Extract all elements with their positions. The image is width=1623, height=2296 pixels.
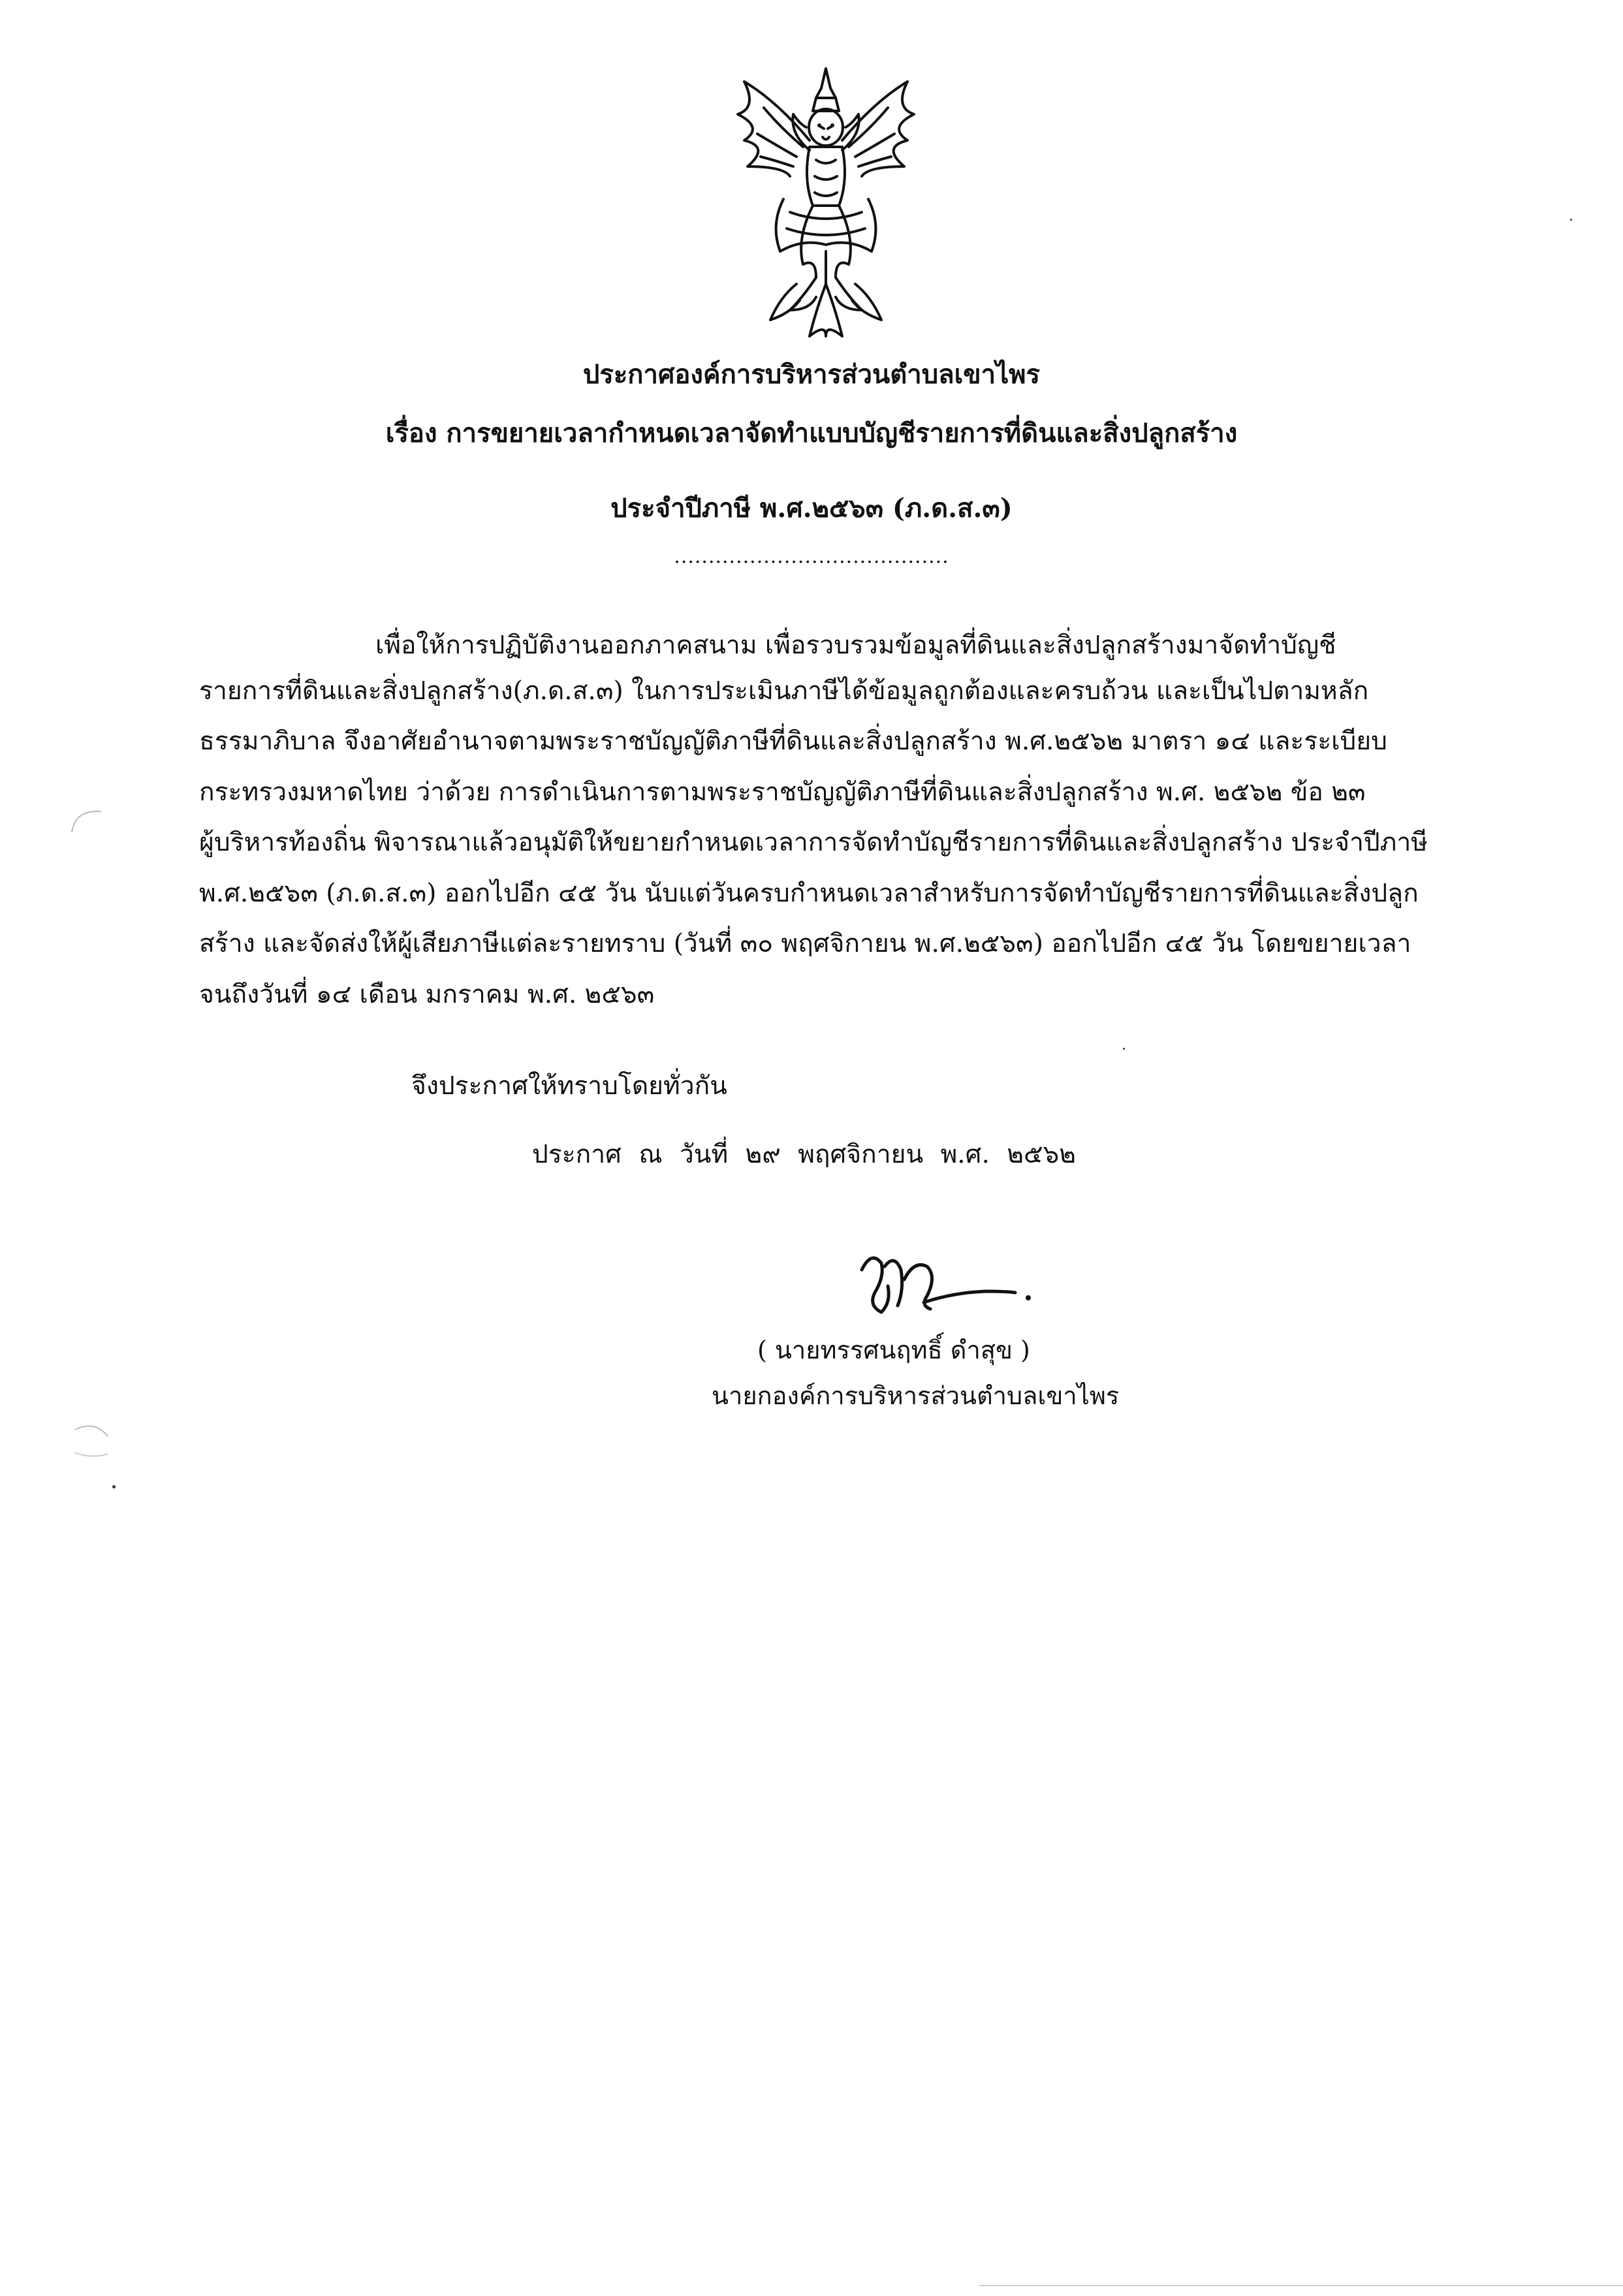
scan-speck	[112, 1485, 116, 1488]
announcement-title: ประกาศองค์การบริหารส่วนตำบลเขาไพร	[582, 359, 1041, 390]
closing-statement: จึงประกาศให้ทราบโดยทั่วกัน	[411, 1071, 727, 1101]
announcement-subject: เรื่อง การขยายเวลากำหนดเวลาจัดทำแบบบัญชีรายการที่ดินและสิ่งปลูกสร้าง	[385, 418, 1238, 448]
body-line: พ.ศ.๒๕๖๓ (ภ.ด.ส.๓) ออกไปอีก ๔๕ วัน นับแต่วันครบกำหนดเวลาสำหรับการจัดทำบัญชีรายการที่ดินและสิ่งปลูก	[199, 879, 1419, 908]
announcement-date: ประกาศ ณ วันที่ ๒๙ พฤศจิกายน พ.ศ. ๒๕๖๒	[532, 1140, 1076, 1169]
body-line: สร้าง และจัดส่งให้ผู้เสียภาษีแต่ละรายทราบ (วันที่ ๓๐ พฤศจิกายน พ.ศ.๒๕๖๓) ออกไปอีก ๔๕ วัน โดยขยายเวลา	[199, 929, 1411, 958]
announcement-fiscal-year: ประจำปีภาษี พ.ศ.๒๕๖๓ (ภ.ด.ส.๓)	[610, 493, 1013, 524]
signer-name: ( นายทรรศนฤทธิ์ ดำสุข )	[757, 1336, 1030, 1364]
body-line: จนถึงวันที่ ๑๔ เดือน มกราคม พ.ศ. ๒๕๖๓	[199, 980, 655, 1009]
body-line: กระทรวงมหาดไทย ว่าด้วย การดำเนินการตามพระราชบัญญัติภาษีที่ดินและสิ่งปลูกสร้าง พ.ศ. ๒๕๖๒ ข้อ ๒๓	[199, 778, 1366, 807]
body-line: รายการที่ดินและสิ่งปลูกสร้าง(ภ.ด.ส.๓) ในการประเมินภาษีได้ข้อมูลถูกต้องและครบถ้วน และเป็นไปตามหลัก	[199, 676, 1369, 706]
scan-speck	[1570, 219, 1572, 221]
scan-edge-line	[979, 2285, 1623, 2286]
scan-speck	[1123, 1048, 1125, 1050]
punch-hole-mark	[65, 1413, 118, 1466]
body-line: เพื่อให้การปฏิบัติงานออกภาคสนาม เพื่อรวบรวมข้อมูลที่ดินและสิ่งปลูกสร้างมาจัดทำบัญชี	[375, 631, 1336, 660]
title-divider: ........................................	[674, 545, 949, 568]
handwritten-signature	[849, 1240, 1045, 1325]
punch-hole-mark	[65, 800, 118, 852]
body-line: ธรรมาภิบาล จึงอาศัยอำนาจตามพระราชบัญญัติภาษีที่ดินและสิ่งปลูกสร้าง พ.ศ.๒๕๖๒ มาตรา ๑๔ และระเบียบ	[199, 727, 1387, 756]
signer-position: นายกองค์การบริหารส่วนตำบลเขาไพร	[712, 1381, 1120, 1410]
garuda-emblem-icon	[718, 62, 934, 349]
body-line: ผู้บริหารท้องถิ่น พิจารณาแล้วอนุมัติให้ขยายกำหนดเวลาการจัดทำบัญชีรายการที่ดินและสิ่งปลูกสร้าง ประจำปีภาษี	[199, 828, 1428, 857]
